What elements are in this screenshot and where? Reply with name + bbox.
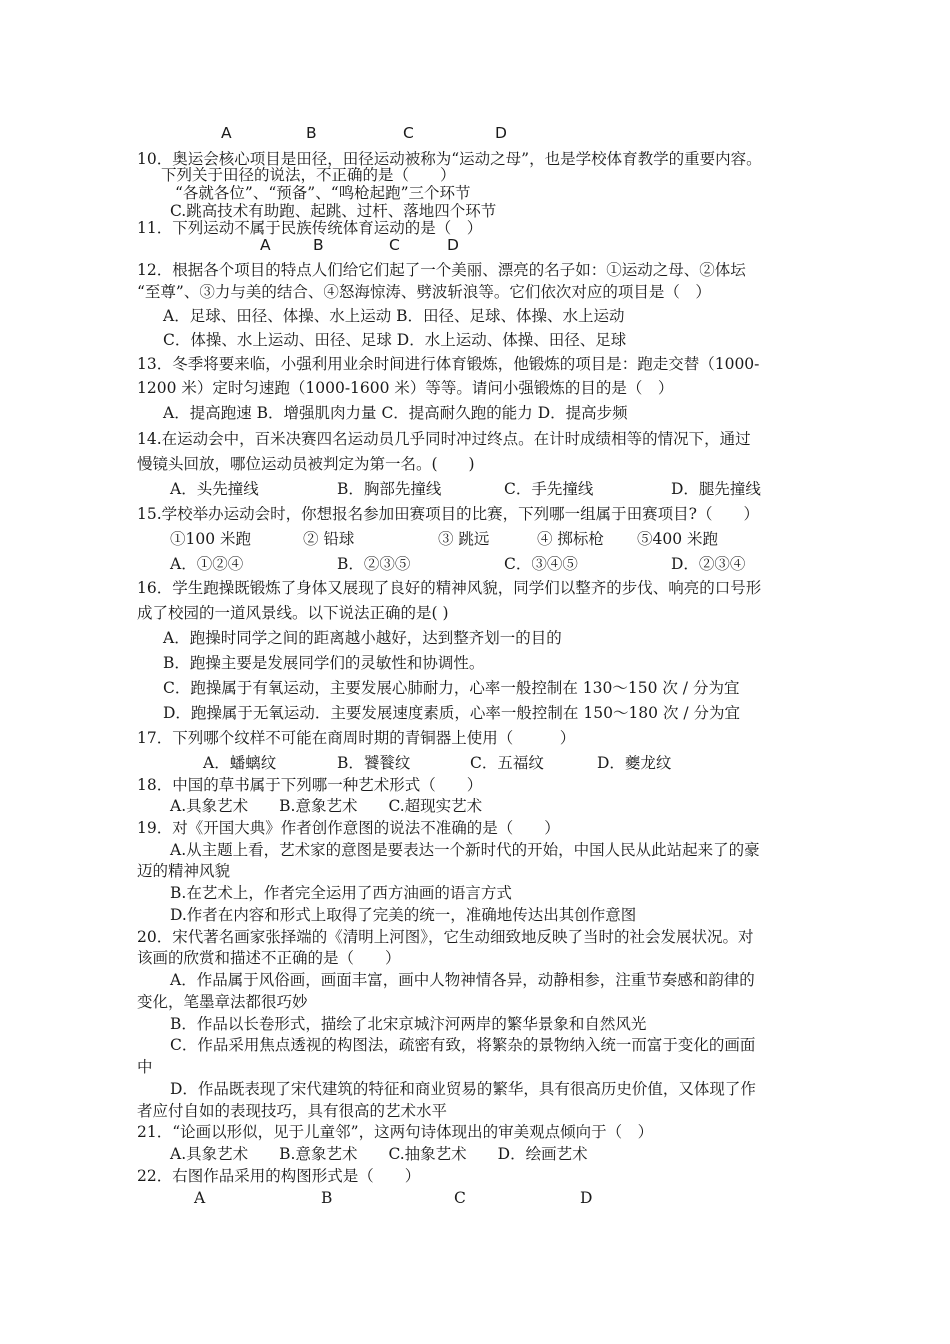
question-16-line-2: 成了校园的一道风景线。以下说法正确的是( ) xyxy=(137,604,449,622)
question-20-option-d-cont: 者应付自如的表现技巧，具有很高的艺术水平 xyxy=(137,1102,448,1120)
question-10-option-c: C.跳高技术有助跑、起跳、过杆、落地四个环节 xyxy=(170,202,497,220)
question-19-option-a: A.从主题上看，艺术家的意图是要表达一个新时代的开始，中国人民从此站起来了的豪 xyxy=(170,841,760,859)
option-label-d: D xyxy=(495,124,507,142)
question-16-option-c: C．跑操属于有氧运动，主要发展心肺耐力，心率一般控制在 130～150 次 / 分为宜 xyxy=(163,679,740,697)
q11-label-a: A xyxy=(260,236,271,254)
question-22: 22．右图作品采用的构图形式是（ ） xyxy=(137,1167,421,1185)
option-label-b: B xyxy=(306,124,317,142)
question-10-line-1: 10．奥运会核心项目是田径，田径运动被称为“运动之母”，也是学校体育教学的重要内容。 xyxy=(137,150,762,168)
question-16-option-d: D．跑操属于无氧运动．主要发展速度素质，心率一般控制在 150～180 次 / 分为宜 xyxy=(163,704,741,722)
q14-option-c: C．手先撞线 xyxy=(504,480,594,498)
question-20-line-1: 20．宋代著名画家张择端的《清明上河图》，它生动细致地反映了当时的社会发展状况。对 xyxy=(137,928,754,946)
q17-option-c: C．五福纹 xyxy=(470,754,544,772)
question-18-options: A.具象艺术 B.意象艺术 C.超现实艺术 xyxy=(170,797,483,815)
question-16-line-1: 16．学生跑操既锻炼了身体又展现了良好的精神风貌，同学们以整齐的步伐、响亮的口号形 xyxy=(137,579,762,597)
question-10-option-text: “各就各位”、“预备”、“鸣枪起跑”三个环节 xyxy=(175,184,471,202)
question-16-option-a: A．跑操时同学之间的距离越小越好，达到整齐划一的目的 xyxy=(163,629,562,647)
q14-option-d: D．腿先撞线 xyxy=(671,480,761,498)
question-11: 11．下列运动不属于民族传统体育运动的是（ ） xyxy=(137,219,483,237)
q15-option-d: D．②③④ xyxy=(671,555,746,573)
q17-option-a: A．蟠螭纹 xyxy=(203,754,277,772)
question-20-option-b: B．作品以长卷形式，描绘了北宋京城汴河两岸的繁华景象和自然风光 xyxy=(170,1015,647,1033)
q15-item-1: ①100 米跑 xyxy=(170,530,252,548)
question-20-option-a: A．作品属于风俗画，画面丰富，画中人物神情各异，动静相参，注重节奏感和韵律的 xyxy=(170,971,755,989)
q11-label-c: C xyxy=(389,236,400,254)
option-label-c: C xyxy=(403,124,414,142)
question-19-option-d: D.作者在内容和形式上取得了完美的统一，准确地传达出其创作意图 xyxy=(170,906,637,924)
q15-item-4: ④ 掷标枪 xyxy=(537,530,604,548)
q17-option-d: D．夔龙纹 xyxy=(597,754,672,772)
question-12-option-cd: C．体操、水上运动、田径、足球 D．水上运动、体操、田径、足球 xyxy=(163,331,627,349)
q11-label-b: B xyxy=(313,236,324,254)
q22-label-b: B xyxy=(321,1189,333,1207)
question-12-option-ab: A．足球、田径、体操、水上运动 B．田径、足球、体操、水上运动 xyxy=(163,307,625,325)
q11-label-d: D xyxy=(447,236,459,254)
q22-label-c: C xyxy=(454,1189,466,1207)
question-12-line-2: “至尊”、③力与美的结合、④怒海惊涛、劈波斩浪等。它们依次对应的项目是（ ） xyxy=(137,283,711,301)
question-14-line-2: 慢镜头回放，哪位运动员被判定为第一名。( ) xyxy=(137,455,475,473)
question-12-line-1: 12．根据各个项目的特点人们给它们起了一个美丽、漂亮的名子如：①运动之母、②体坛 xyxy=(137,261,746,279)
question-16-option-b: B．跑操主要是发展同学们的灵敏性和协调性。 xyxy=(163,654,485,672)
q22-label-a: A xyxy=(194,1189,206,1207)
q15-item-2: ② 铅球 xyxy=(303,530,355,548)
question-18: 18．中国的草书属于下列哪一种艺术形式（ ） xyxy=(137,776,483,794)
q14-option-b: B．胸部先撞线 xyxy=(337,480,442,498)
question-20-option-c-cont: 中 xyxy=(137,1058,153,1076)
q22-label-d: D xyxy=(580,1189,593,1207)
q15-option-c: C．③④⑤ xyxy=(504,555,578,573)
question-19-option-a-cont: 迈的精神风貌 xyxy=(137,862,231,880)
question-20-option-d: D．作品既表现了宋代建筑的特征和商业贸易的繁华，具有很高历史价值，又体现了作 xyxy=(170,1080,756,1098)
option-label-a: A xyxy=(221,124,232,142)
question-19: 19．对《开国大典》作者创作意图的说法不准确的是（ ） xyxy=(137,819,560,837)
question-20-option-c: C．作品采用焦点透视的构图法，疏密有致，将繁杂的景物纳入统一而富于变化的画面 xyxy=(170,1036,756,1054)
q15-item-3: ③ 跳远 xyxy=(438,530,490,548)
question-14-line-1: 14.在运动会中，百米决赛四名运动员几乎同时冲过终点。在计时成绩相等的情况下，通过 xyxy=(137,430,751,448)
q17-option-b: B．饕餮纹 xyxy=(337,754,411,772)
question-10-line-2: 下列关于田径的说法，不正确的是（ ） xyxy=(161,166,456,184)
question-20-line-2: 该画的欣赏和描述不正确的是（ ） xyxy=(137,949,401,967)
q15-option-b: B．②③⑤ xyxy=(337,555,411,573)
q15-item-5: ⑤400 米跑 xyxy=(637,530,719,548)
question-21: 21．“论画以形似，见于儿童邻”，这两句诗体现出的审美观点倾向于（ ） xyxy=(137,1123,654,1141)
question-13-line-1: 13．冬季将要来临，小强利用业余时间进行体育锻炼，他锻炼的项目是：跑走交替（1000- xyxy=(137,355,760,373)
question-17: 17．下列哪个纹样不可能在商周时期的青铜器上使用（ ） xyxy=(137,729,576,747)
q14-option-a: A．头先撞线 xyxy=(170,480,259,498)
question-21-options: A.具象艺术 B.意象艺术 C.抽象艺术 D．绘画艺术 xyxy=(170,1145,588,1163)
question-13-line-2: 1200 米）定时匀速跑（1000-1600 米）等等。请问小强锻炼的目的是（ ） xyxy=(137,379,674,397)
question-20-option-a-cont: 变化，笔墨章法都很巧妙 xyxy=(137,993,308,1011)
question-15: 15.学校举办运动会时，你想报名参加田赛项目的比赛，下列哪一组属于田赛项目?（ ） xyxy=(137,505,759,523)
question-19-option-b: B.在艺术上，作者完全运用了西方油画的语言方式 xyxy=(170,884,512,902)
question-13-options: A．提高跑速 B．增强肌肉力量 C．提高耐久跑的能力 D．提高步频 xyxy=(163,404,628,422)
q15-option-a: A．①②④ xyxy=(170,555,244,573)
